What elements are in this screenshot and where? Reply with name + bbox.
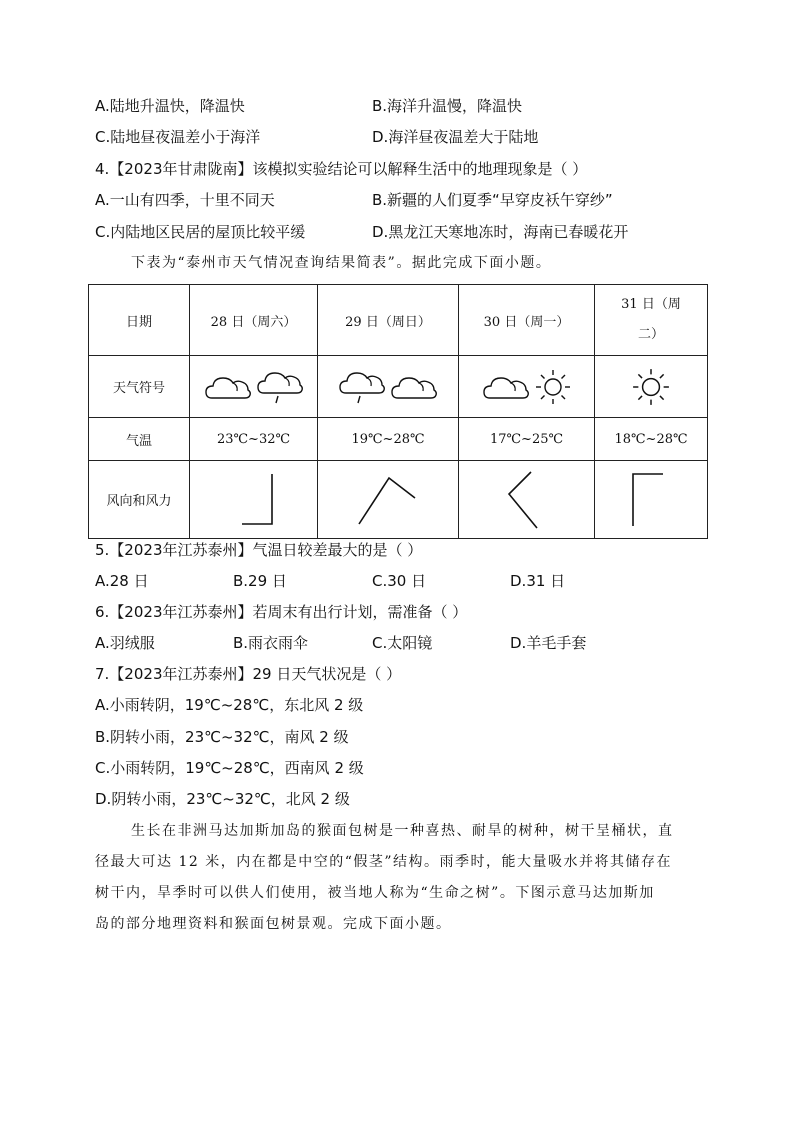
- q3-option-a: A.陆地升温快，降温快: [95, 97, 245, 115]
- date-29: 29 日（周日）: [318, 285, 459, 356]
- q4-option-d: D.黑龙江天寒地冻时，海南已春暖花开: [372, 223, 629, 241]
- q4-option-b: B.新疆的人们夏季“早穿皮袄午穿纱”: [372, 191, 613, 209]
- q7-option-b: B.阴转小雨，23℃~32℃，南风 2 级: [95, 728, 349, 746]
- table-row-temp: [89, 418, 708, 461]
- row-label-temp: 气温: [89, 418, 190, 461]
- weather-table: [88, 284, 708, 539]
- sun-icon: [534, 368, 572, 406]
- q7-option-a: A.小雨转阴，19℃~28℃，东北风 2 级: [95, 696, 364, 714]
- date-31-line2: 二）: [637, 327, 664, 342]
- weather-28: [190, 356, 318, 418]
- q3-option-d: D.海洋昼夜温差大于陆地: [372, 128, 539, 146]
- q6-option-a: A.羽绒服: [95, 634, 155, 652]
- temp-28: 23℃~32℃: [190, 418, 318, 461]
- q5-option-c: C.30 日: [372, 572, 427, 590]
- q6-option-b: B.雨衣雨伞: [233, 634, 309, 652]
- table-intro: 下表为“泰州市天气情况查询结果简表”。据此完成下面小题。: [131, 255, 552, 271]
- wind-symbol-icon: [224, 468, 284, 532]
- q3-option-c: C.陆地昼夜温差小于海洋: [95, 128, 261, 146]
- cloud-icon: [390, 371, 438, 403]
- table-row-date: [89, 285, 708, 356]
- wind-30: [459, 461, 595, 539]
- weather-31: [595, 356, 708, 418]
- wind-31: [595, 461, 708, 539]
- temp-29: 19℃~28℃: [318, 418, 459, 461]
- q7-option-d: D.阴转小雨，23℃~32℃，北风 2 级: [95, 790, 350, 808]
- wind-symbol-icon: [353, 468, 423, 532]
- q7-stem: 7.【2023年江苏泰州】29 日天气状况是（ ）: [95, 665, 402, 683]
- date-31: [595, 285, 708, 356]
- row-label-date: 日期: [89, 285, 190, 356]
- wind-28: [190, 461, 318, 539]
- q3-option-b: B.海洋升温慢，降温快: [372, 97, 523, 115]
- q5-option-d: D.31 日: [510, 572, 566, 590]
- cloud-rain-icon: [256, 368, 304, 406]
- row-label-wind: 风向和风力: [89, 461, 190, 539]
- temp-30: 17℃~25℃: [459, 418, 595, 461]
- cloud-icon: [204, 371, 252, 403]
- q5-stem: 5.【2023年江苏泰州】气温日较差最大的是（ ）: [95, 541, 423, 559]
- temp-31: 18℃~28℃: [595, 418, 708, 461]
- date-31-line1: 31 日（周: [621, 297, 681, 312]
- q5-option-b: B.29 日: [233, 572, 287, 590]
- cloud-icon: [482, 371, 530, 403]
- passage-line-4: 岛的部分地理资料和猴面包树景观。完成下面小题。: [95, 916, 452, 932]
- q4-option-c: C.内陆地区民居的屋顶比较平缓: [95, 223, 306, 241]
- date-28: 28 日（周六）: [190, 285, 318, 356]
- row-label-weather: 天气符号: [89, 356, 190, 418]
- passage-line-1: 生长在非洲马达加斯加岛的猴面包树是一种喜热、耐旱的树种，树干呈桶状，直: [131, 823, 674, 839]
- sun-icon: [631, 367, 671, 407]
- passage-line-2: 径最大可达 12 米，内在都是中空的“假茎”结构。雨季时，能大量吸水并将其储存在: [95, 854, 673, 870]
- q6-stem: 6.【2023年江苏泰州】若周末有出行计划，需准备（ ）: [95, 603, 468, 621]
- wind-symbol-icon: [621, 468, 681, 532]
- cloud-rain-icon: [338, 368, 386, 406]
- q5-option-a: A.28 日: [95, 572, 149, 590]
- table-row-weather: [89, 356, 708, 418]
- weather-29: [318, 356, 459, 418]
- q6-option-d: D.羊毛手套: [510, 634, 587, 652]
- q4-stem: 4.【2023年甘肃陇南】该模拟实验结论可以解释生活中的地理现象是（ ）: [95, 160, 588, 178]
- date-30: 30 日（周一）: [459, 285, 595, 356]
- q4-option-a: A.一山有四季，十里不同天: [95, 191, 275, 209]
- q6-option-c: C.太阳镜: [372, 634, 433, 652]
- wind-29: [318, 461, 459, 539]
- passage-line-3: 树干内，旱季时可以供人们使用，被当地人称为“生命之树”。下图示意马达加斯加: [95, 885, 655, 901]
- q7-option-c: C.小雨转阴，19℃~28℃，西南风 2 级: [95, 759, 364, 777]
- table-row-wind: [89, 461, 708, 539]
- wind-symbol-icon: [497, 468, 557, 532]
- weather-30: [459, 356, 595, 418]
